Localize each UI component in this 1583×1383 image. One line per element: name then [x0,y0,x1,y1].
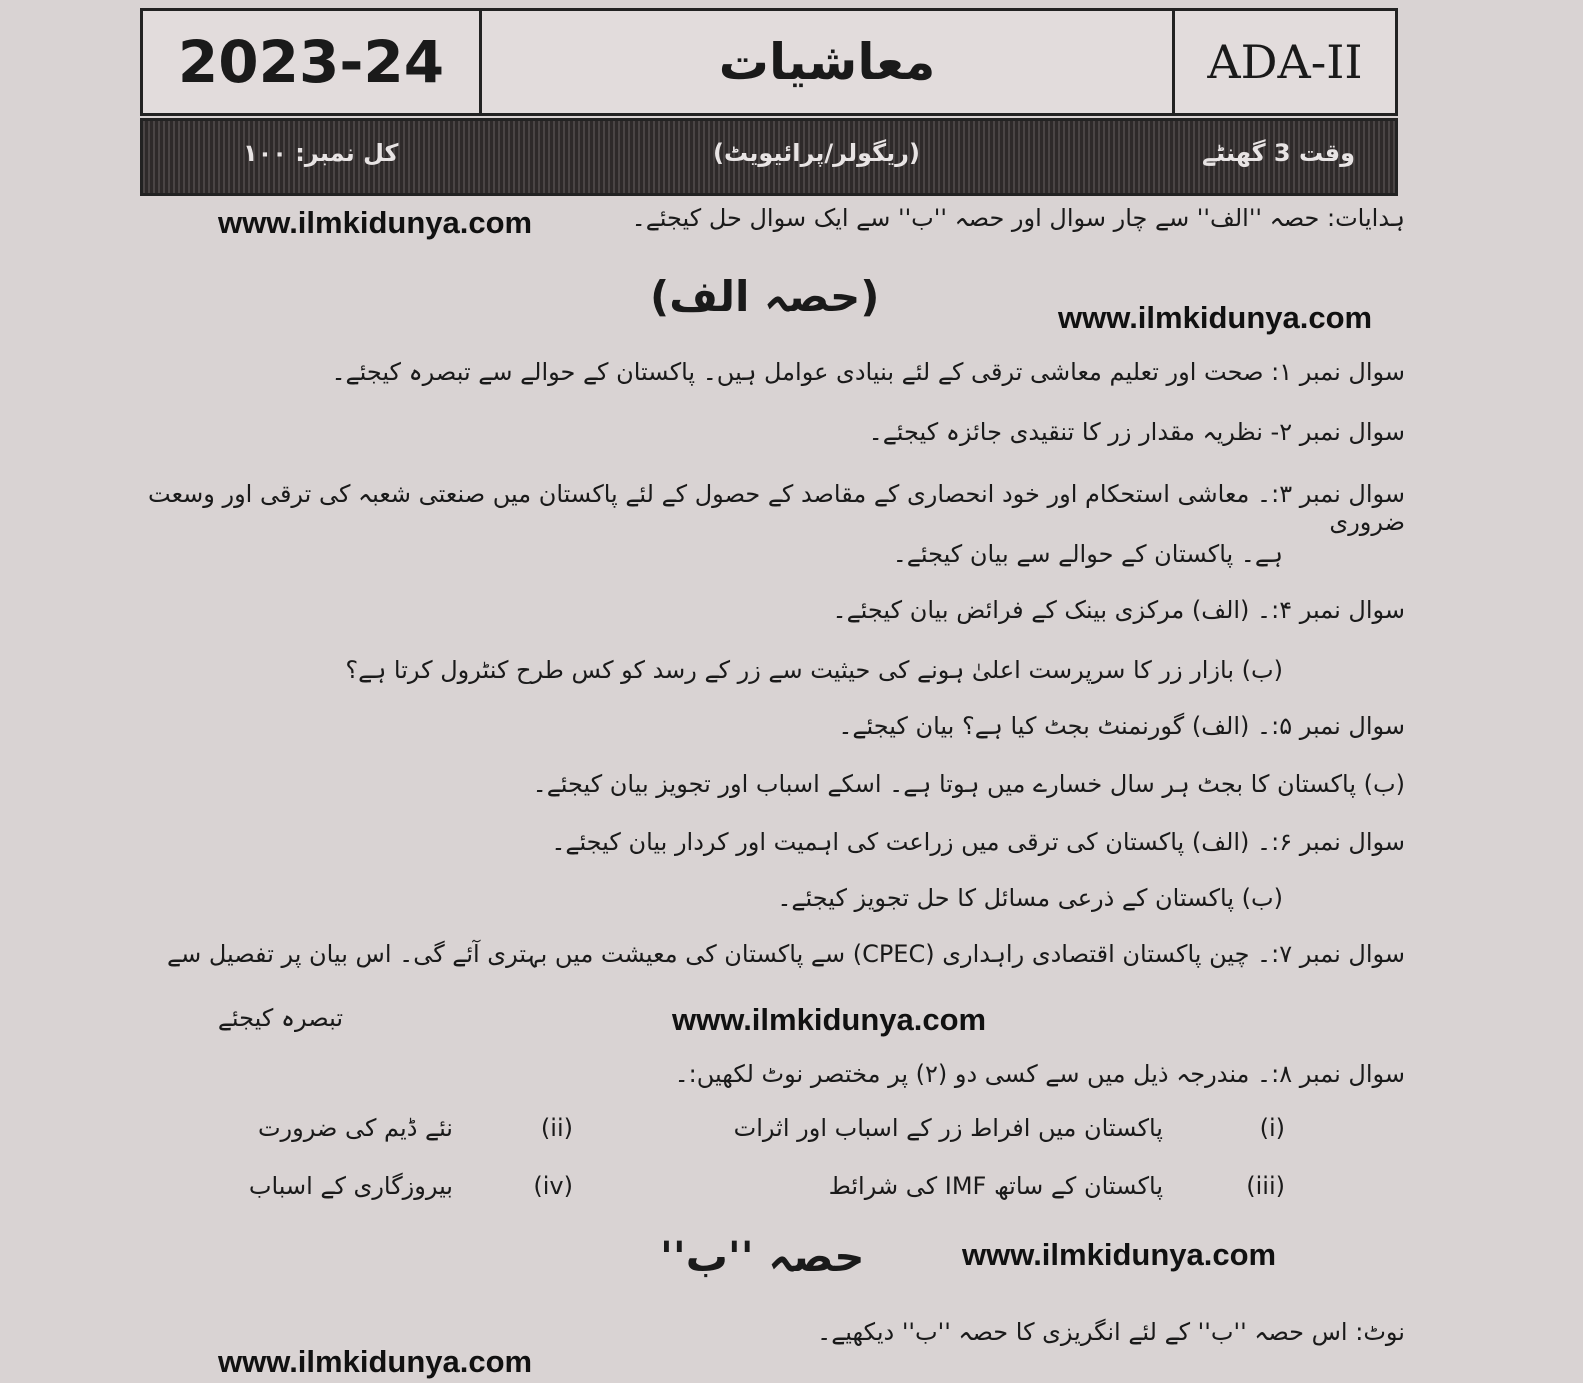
watermark-text: www.ilmkidunya.com [218,205,533,240]
question-3: سوال نمبر ۳:۔ معاشی استحکام اور خود انحصاری کے مقاصد کے حصول کے لئے پاکستان میں صنعتی شعبہ کی ترقی اور وسعت ضروری [148,480,1405,536]
instruction: ہدایات: حصہ ''الف'' سے چار سوال اور حصہ ''ب'' سے ایک سوال حل کیجئے۔ [631,204,1405,232]
q8-item-num: (ii) [540,1114,573,1142]
exam-mode: (ریگولر/پرائیویٹ) [713,139,920,167]
q8-item-text: بیروزگاری کے اسباب [248,1172,453,1200]
question-6a: سوال نمبر ۶:۔ (الف) پاکستان کی ترقی میں زراعت کی اہمیت اور کردار بیان کیجئے۔ [551,828,1405,856]
paper-year: 2023-24 [143,11,482,113]
question-8: سوال نمبر ۸:۔ مندرجہ ذیل میں سے کسی دو (۲) پر مختصر نوٹ لکھیں:۔ [674,1060,1405,1088]
question-7-cont: تبصرہ کیجئے [217,1004,343,1032]
section-a-heading: (حصہ الف) [650,272,880,321]
paper-code: ADA-II [1207,35,1363,89]
total-marks: کل نمبر: ۱۰۰ [243,139,399,167]
question-5b: (ب) پاکستان کا بجٹ ہر سال خسارے میں ہوتا ہے۔ اسکے اسباب اور تجویز بیان کیجئے۔ [532,770,1405,798]
q8-item-text: پاکستان میں افراط زر کے اسباب اور اثرات [733,1114,1163,1142]
question-7: سوال نمبر ۷:۔ چین پاکستان اقتصادی راہداری (CPEC) سے پاکستان کی معیشت میں بہتری آئے گی۔ اس بیان پر تفصیل سے [167,940,1405,968]
paper-info-bar [140,118,1398,196]
question-5a: سوال نمبر ۵:۔ (الف) گورنمنٹ بجٹ کیا ہے؟ بیان کیجئے۔ [838,712,1405,740]
question-4b: (ب) بازار زر کا سرپرست اعلیٰ ہونے کی حیثیت سے زر کے رسد کو کس طرح کنٹرول کرتا ہے؟ [345,656,1283,684]
q8-item-num: (i) [1259,1114,1285,1142]
question-3-cont: ہے۔ پاکستان کے حوالے سے بیان کیجئے۔ [892,540,1283,568]
question-4a: سوال نمبر ۴:۔ (الف) مرکزی بینک کے فرائض بیان کیجئے۔ [832,596,1405,624]
question-1: سوال نمبر ۱: صحت اور تعلیم معاشی ترقی کے لئے بنیادی عوامل ہیں۔ پاکستان کے حوالے سے تبصرہ کیجئے۔ [331,358,1405,386]
section-b-heading: حصہ ''ب'' [660,1232,865,1281]
section-b-note: نوٹ: اس حصہ ''ب'' کے لئے انگریزی کا حصہ ''ب'' دیکھیے۔ [817,1318,1405,1346]
paper-header [140,8,1398,116]
q8-item-text: نئے ڈیم کی ضرورت [257,1114,453,1142]
time-allowed: وقت 3 گھنٹے [1202,139,1355,167]
watermark-text: www.ilmkidunya.com [1058,300,1373,335]
q8-item-text: پاکستان کے ساتھ IMF کی شرائط [828,1172,1163,1200]
watermark-text: www.ilmkidunya.com [672,1002,987,1037]
question-2: سوال نمبر ۲- نظریہ مقدار زر کا تنقیدی جائزہ کیجئے۔ [868,418,1405,446]
paper-subject: معاشیات [482,11,1175,113]
q8-item-num: (iv) [533,1172,573,1200]
question-6b: (ب) پاکستان کے ذرعی مسائل کا حل تجویز کیجئے۔ [777,884,1283,912]
q8-item-num: (iii) [1246,1172,1285,1200]
watermark-text: www.ilmkidunya.com [218,1344,533,1379]
watermark-text: www.ilmkidunya.com [962,1237,1277,1272]
